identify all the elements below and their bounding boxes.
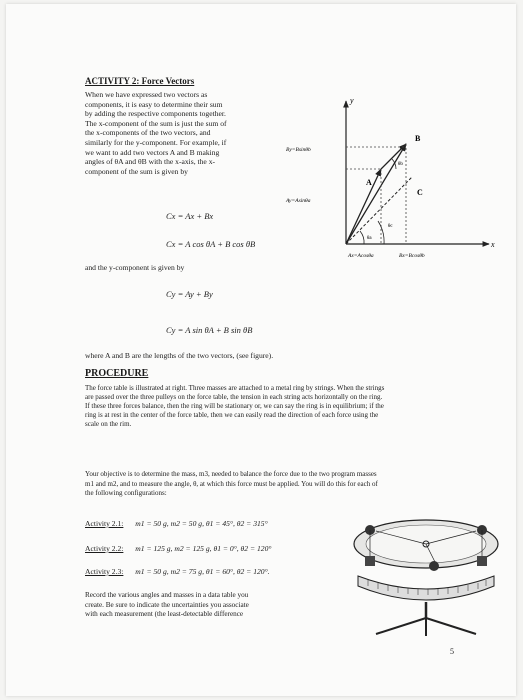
equation-cy-expanded: Cy = A sin θA + B sin θB [166,325,253,335]
equation-cx-expanded: Cx = A cos θA + B cos θB [166,239,256,249]
objective-paragraph [85,470,500,499]
x-axis-label: x [491,240,495,249]
by-label: By=Bsinθb [286,147,311,153]
activity-2-1 [85,519,268,528]
vector-diagram [284,89,509,264]
equation-cy-sum: Cy = Ay + By [166,289,213,299]
vector-c [346,144,406,244]
bx-label: Bx=Bcosθb [399,253,425,259]
intro-line: by adding the respective components together. [85,109,226,119]
procedure-line: ring is at rest in the center of the force table, then we can easily read the direction of each force using the [85,411,379,419]
objective-line: Your objective is to determine the mass, m3, needed to balance the force due to the two program masses [85,470,377,478]
ax-label: Ax=Acosθa [348,253,374,259]
activity-values: m1 = 50 g, m2 = 75 g, θ1 = 60°, θ2 = 120°. [135,567,270,576]
procedure-paragraph [85,384,500,429]
objective-line: m1 and m2, and to measure the angle, θ, at which this force must be applied. You will do this for each of [85,479,378,488]
intro-line: angles of θA and θB with the x-axis, the x- [85,157,216,167]
record-line: with each measurement (the least-detectable difference [85,610,244,619]
record-paragraph [85,591,325,620]
intro-line: similarly for the y-component. For example, if [85,137,227,147]
procedure-line: If these three forces balance, then the ring will be stationary or, we can say the ring is in equilibrium; if the [85,402,384,410]
procedure-heading: PROCEDURE [85,368,149,379]
procedure-line: are passed over the three pulleys on the force table, the tension in each string acts horizontally on the ring. [85,393,383,401]
equation-cx-sum: Cx = Ax + Bx [166,211,214,221]
activity-title: ACTIVITY 2: Force Vectors [85,76,195,86]
activity-values: m1 = 125 g, m2 = 125 g, θ1 = 0°, θ2 = 120° [135,544,272,553]
activity-values: m1 = 50 g, m2 = 50 g, θ1 = 45°, θ2 = 315° [135,519,268,528]
mass-hanger-1 [365,556,375,566]
document-page [6,4,516,696]
y-axis-label: y [350,96,354,105]
activity-2-3 [85,567,270,576]
activity-2-2 [85,544,271,553]
mass-hanger-2 [477,556,487,566]
procedure-line: scale on the rim. [85,420,132,428]
intro-line: When we have expressed two vectors as [85,90,208,99]
force-table-illustration [336,514,516,639]
y-component-text: and the y-component is given by [85,263,185,272]
intro-line: The x-component of the sum is just the sum of [85,118,227,128]
intro-line: component of the sum is given by [85,166,188,176]
degree-scale [358,576,494,600]
vector-b-origin [346,177,412,244]
activity-label: Activity 2.2: [85,544,124,553]
vector-a [346,169,381,244]
intro-line: components, it is easy to determine their sum [85,99,223,109]
b-label: B [415,134,421,143]
theta-c-label: θc [388,224,393,229]
theta-a-arc [360,231,364,244]
objective-line: the following configurations: [85,489,167,497]
activity-label: Activity 2.1: [85,519,124,528]
intro-line: the x-components of the two vectors, and [85,128,211,138]
ay-label: Ay=Asinθa [286,198,311,204]
table-leg [376,618,426,634]
theta-c-arc [378,221,384,244]
record-line: create. Be sure to indicate the uncertainties you associate [85,600,249,609]
intro-line: we want to add two vectors A and B making [85,147,220,157]
c-label: C [417,188,423,197]
theta-a-label: θa [367,236,372,241]
where-text: where A and B are the lengths of the two vectors, (see figure). [85,351,274,360]
a-label: A [366,178,372,187]
theta-b-label: θb [398,162,403,167]
activity-label: Activity 2.3: [85,567,124,576]
table-leg [426,618,476,634]
pulley-3 [429,561,439,571]
record-line: Record the various angles and masses in a data table you [85,591,249,599]
page-number: 5 [450,647,454,656]
procedure-line: The force table is illustrated at right. Three masses are attached to a metal ring by strings. When the strings [85,384,385,392]
